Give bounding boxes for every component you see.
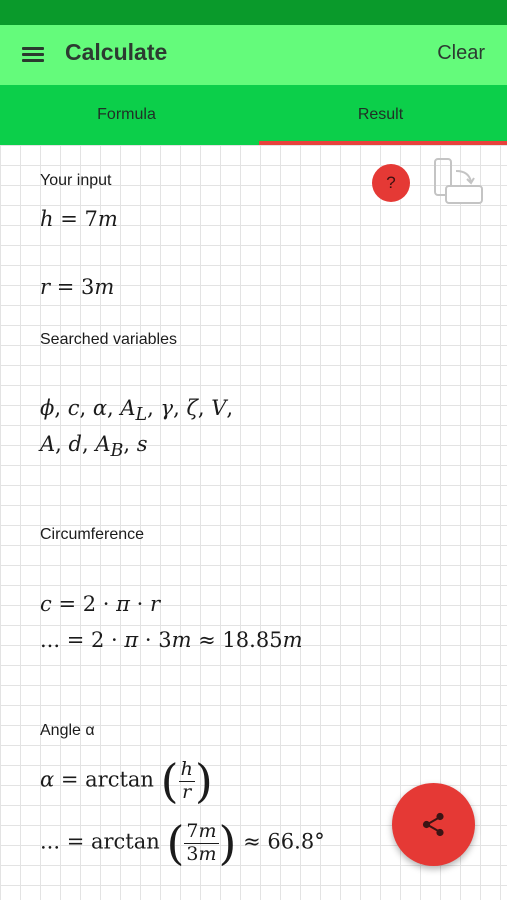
input-r-value: 3 <box>81 275 95 299</box>
share-icon <box>420 811 447 838</box>
angle-alpha-evaluation: ... = arctan ( $\frac{7m}{3m}$ ) ≈ 66.8° <box>40 816 325 870</box>
input-h: h = 7m <box>40 207 118 231</box>
hamburger-menu-icon[interactable] <box>18 44 48 66</box>
circumference-formula: c = 2 · π · r <box>40 592 160 616</box>
screen-rotate-icon[interactable] <box>432 158 484 208</box>
page-title: Calculate <box>65 39 168 65</box>
angle-alpha-label: Angle α <box>40 722 95 739</box>
input-r-var: r <box>40 275 51 299</box>
input-h-var: h <box>40 207 54 231</box>
circumference-evaluation: ... = 2 · π · 3m ≈ 18.85m <box>40 628 303 652</box>
input-r-unit: m <box>94 275 115 299</box>
tab-formula[interactable]: Formula <box>97 106 156 123</box>
input-r: r = 3m <box>40 275 115 299</box>
searched-section-label: Searched variables <box>40 331 177 348</box>
input-section-label: Your input <box>40 172 112 189</box>
help-button[interactable]: ? <box>372 164 410 202</box>
tab-result[interactable]: Result <box>357 106 404 123</box>
app-bar <box>0 25 507 85</box>
input-h-unit: m <box>97 207 118 231</box>
share-button[interactable] <box>392 783 475 866</box>
tab-bar <box>0 85 507 145</box>
circumference-label: Circumference <box>40 526 145 543</box>
input-h-value: 7 <box>84 207 98 231</box>
searched-variables-line-2: A, d, $A_B$, s <box>40 432 148 462</box>
status-bar <box>0 0 507 25</box>
searched-variables-line-1: ϕ, c, α, $A_L$, γ, ζ, V, <box>40 396 234 426</box>
angle-alpha-formula: α = arctan ( $\frac{h}{r}$ ) <box>40 754 213 808</box>
clear-button[interactable]: Clear <box>437 42 485 64</box>
